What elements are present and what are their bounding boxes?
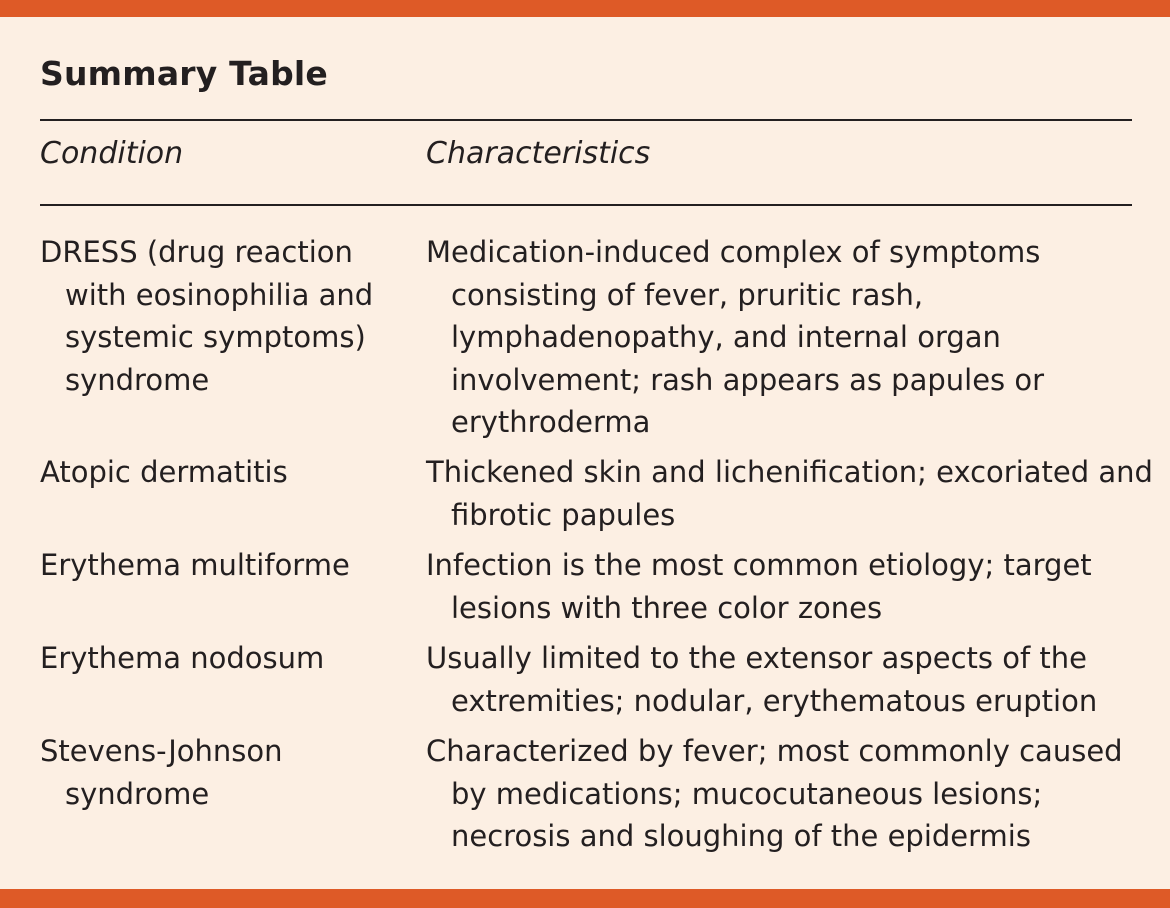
column-header-condition: Condition: [40, 136, 184, 171]
characteristics-cell: Characterized by fever; most commonly caused by medications; mucocutaneous lesions; necrosis and sloughing of the epidermis: [426, 734, 1123, 853]
table-title: Summary Table: [40, 54, 329, 93]
characteristics-cell: Infection is the most common etiology; target lesions with three color zones: [426, 548, 1092, 625]
condition-cell: Erythema nodosum: [40, 641, 325, 675]
title-divider: [40, 119, 1132, 121]
characteristics-cell: Usually limited to the extensor aspects of the extremities; nodular, erythematous eruption: [426, 641, 1098, 718]
condition-cell: Erythema multiforme: [40, 548, 350, 582]
top-accent-bar: [0, 0, 1170, 17]
condition-cell: Stevens-Johnson syndrome: [40, 734, 283, 811]
condition-cell: Atopic dermatitis: [40, 455, 288, 489]
condition-cell: DRESS (drug reaction with eosinophilia and systemic symptoms) syndrome: [40, 235, 374, 397]
bottom-accent-bar: [0, 889, 1170, 908]
characteristics-cell: Medication-induced complex of symptoms consisting of fever, pruritic rash, lymphadenopathy, and internal organ involvement; rash appears as papules or erythroderma: [426, 235, 1045, 439]
column-header-characteristics: Characteristics: [426, 136, 651, 171]
characteristics-cell: Thickened skin and lichenification; excoriated and fibrotic papules: [426, 455, 1153, 532]
header-divider: [40, 204, 1132, 206]
